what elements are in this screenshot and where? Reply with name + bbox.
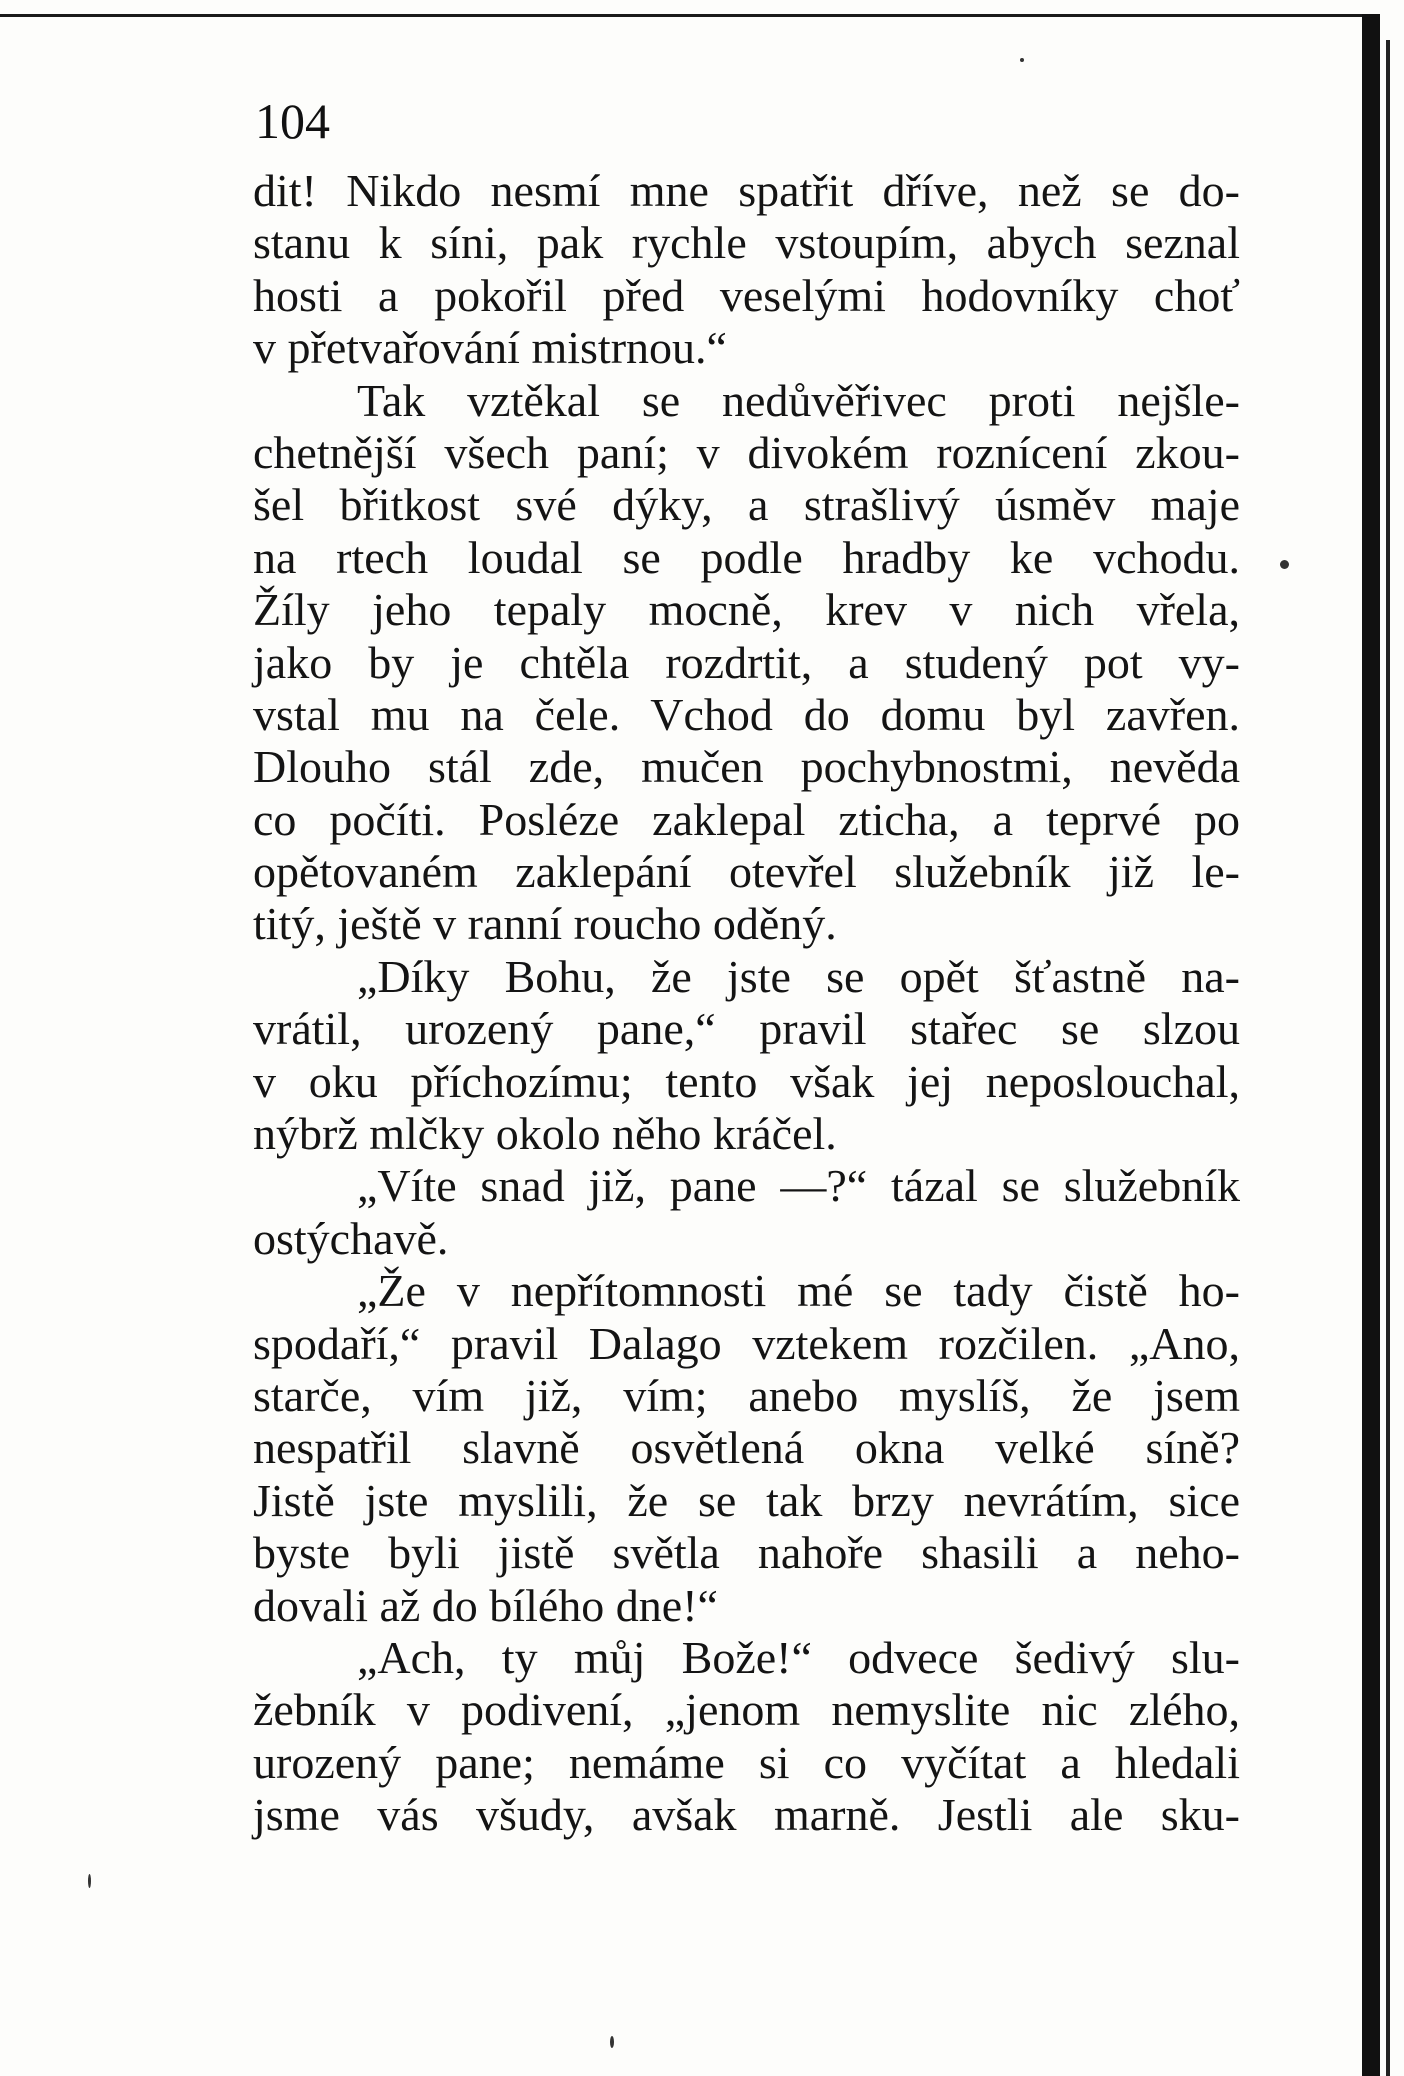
ink-speck — [88, 1874, 91, 1888]
text-line: ostýchavě. — [253, 1212, 449, 1264]
text-line: Dlouho stál zde, mučen pochybnostmi, nevěda — [253, 741, 1240, 793]
text-line: starče, vím již, vím; anebo myslíš, že jsem — [253, 1369, 1240, 1421]
right-edge-shadow — [1386, 40, 1390, 2076]
text-line: Tak vztěkal se nedůvěřivec proti nejšle- — [357, 374, 1240, 426]
text-line: dit! Nikdo nesmí mne spatřit dříve, než se do- — [253, 165, 1240, 216]
text-line: urozený pane; nemáme si co vyčítat a hledali — [253, 1736, 1240, 1788]
text-line: stanu k síni, pak rychle vstoupím, abych seznal — [253, 217, 1240, 269]
text-line: vstal mu na čele. Vchod do domu byl zavřen. — [253, 688, 1240, 740]
top-page-border — [0, 14, 1380, 17]
ink-speck — [1280, 560, 1289, 569]
body-text — [253, 165, 1240, 1842]
text-line: na rtech loudal se podle hradby ke vchodu. — [253, 531, 1240, 583]
text-line: hosti a pokořil před veselými hodovníky choť — [253, 269, 1240, 321]
text-line: „Díky Bohu, že jste se opět šťastně na- — [357, 950, 1240, 1002]
text-line: vrátil, urozený pane,“ pravil stařec se slzou — [253, 1003, 1240, 1055]
text-line: chetnější všech paní; v divokém roznícení zkou- — [253, 426, 1240, 478]
text-line: jsme vás všudy, avšak marně. Jestli ale sku- — [253, 1789, 1240, 1841]
text-line: Žíly jeho tepaly mocně, krev v nich vřela, — [253, 584, 1240, 636]
text-line: v přetvařování mistrnou.“ — [253, 322, 727, 374]
text-line: „Že v nepřítomnosti mé se tady čistě ho- — [357, 1265, 1240, 1317]
text-line: co počíti. Posléze zaklepal zticha, a teprvé po — [253, 793, 1240, 845]
right-page-border — [1362, 14, 1380, 2076]
text-line: byste byli jistě světla nahoře shasili a neho- — [253, 1527, 1240, 1579]
text-line: „Víte snad již, pane —?“ tázal se služebník — [357, 1160, 1240, 1212]
text-line: jako by je chtěla rozdrtit, a studený pot vy- — [253, 636, 1240, 688]
text-line: nýbrž mlčky okolo něho kráčel. — [253, 1108, 837, 1160]
text-line: v oku příchozímu; tento však jej neposlouchal, — [253, 1055, 1240, 1107]
text-line: šel břitkost své dýky, a strašlivý úsměv maje — [253, 479, 1240, 531]
text-line: Jistě jste myslili, že se tak brzy nevrátím, sice — [253, 1474, 1240, 1526]
ink-speck — [1020, 58, 1024, 62]
text-line: spodaří,“ pravil Dalago vztekem rozčilen. „Ano, — [253, 1317, 1240, 1369]
text-line: titý, ještě v ranní roucho oděný. — [253, 898, 837, 950]
text-line: dovali až do bílého dne!“ — [253, 1579, 718, 1631]
ink-speck — [610, 2036, 614, 2048]
text-line: nespatřil slavně osvětlená okna velké síně? — [253, 1422, 1240, 1474]
page-number: 104 — [255, 93, 330, 149]
text-line: žebník v podivení, „jenom nemyslite nic zlého, — [253, 1684, 1240, 1736]
text-line: „Ach, ty můj Bože!“ odvece šedivý slu- — [357, 1631, 1240, 1683]
text-line: opětovaném zaklepání otevřel služebník již le- — [253, 846, 1240, 898]
